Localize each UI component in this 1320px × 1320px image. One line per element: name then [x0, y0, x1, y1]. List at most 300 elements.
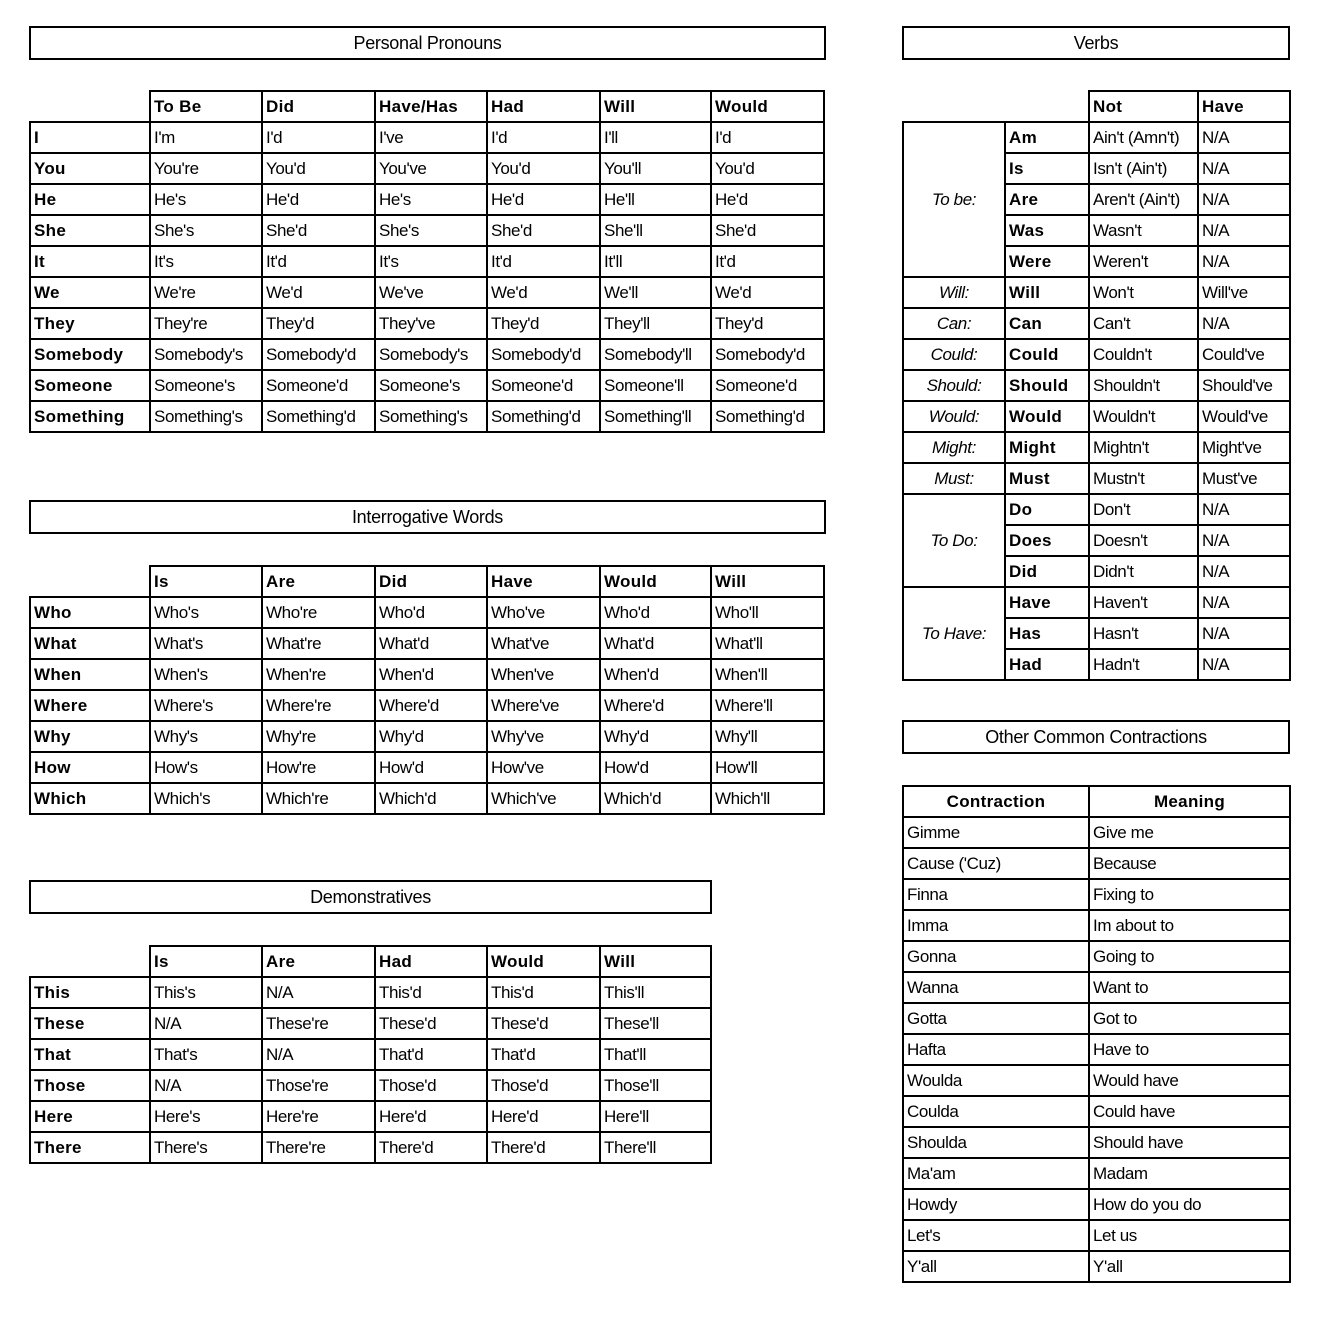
- table-cell: They'd: [487, 308, 600, 339]
- table-cell: Who'd: [600, 597, 711, 628]
- contraction-cell: Woulda: [903, 1065, 1089, 1096]
- meaning-cell: Got to: [1089, 1003, 1290, 1034]
- table-cell: When'll: [711, 659, 824, 690]
- have-contraction: N/A: [1198, 308, 1290, 339]
- verb-group-label: To Do:: [903, 494, 1005, 587]
- verb-group-label: To Have:: [903, 587, 1005, 680]
- verb-form: Should: [1005, 370, 1089, 401]
- table-cell: Here'd: [375, 1101, 487, 1132]
- table-row: [30, 215, 824, 246]
- header-row: [903, 91, 1290, 122]
- column-header: To Be: [150, 91, 262, 122]
- meaning-cell: Y'all: [1089, 1251, 1290, 1282]
- contraction-cell: Gonna: [903, 941, 1089, 972]
- table-cell: She's: [375, 215, 487, 246]
- table-cell: Who're: [262, 597, 375, 628]
- table-cell: I'm: [150, 122, 262, 153]
- table-cell: Somebody's: [150, 339, 262, 370]
- have-contraction: N/A: [1198, 556, 1290, 587]
- table-row: [903, 941, 1290, 972]
- verb-form: Did: [1005, 556, 1089, 587]
- table-row: [903, 122, 1290, 153]
- table-row: [903, 1034, 1290, 1065]
- meaning-cell: Fixing to: [1089, 879, 1290, 910]
- negative-contraction: Won't: [1089, 277, 1198, 308]
- table-cell: That'd: [375, 1039, 487, 1070]
- demonstratives-title: Demonstratives: [29, 880, 712, 914]
- table-cell: Something'd: [262, 401, 375, 432]
- row-label: This: [30, 977, 150, 1008]
- verb-form: Does: [1005, 525, 1089, 556]
- table-cell: Which've: [487, 783, 600, 814]
- table-cell: Here'll: [600, 1101, 711, 1132]
- corner-blank: [30, 946, 150, 977]
- table-cell: When're: [262, 659, 375, 690]
- have-contraction: N/A: [1198, 246, 1290, 277]
- verbs-title: Verbs: [902, 26, 1290, 60]
- table-cell: We'd: [262, 277, 375, 308]
- table-cell: They're: [150, 308, 262, 339]
- verb-form: Were: [1005, 246, 1089, 277]
- row-label: It: [30, 246, 150, 277]
- table-cell: There'll: [600, 1132, 711, 1163]
- table-row: [30, 370, 824, 401]
- table-row: [30, 659, 824, 690]
- table-cell: N/A: [262, 1039, 375, 1070]
- table-row: [30, 339, 824, 370]
- table-cell: Somebody'll: [600, 339, 711, 370]
- table-cell: Where'll: [711, 690, 824, 721]
- table-cell: I'd: [711, 122, 824, 153]
- row-label: We: [30, 277, 150, 308]
- table-cell: He'd: [711, 184, 824, 215]
- column-header: Contraction: [903, 786, 1089, 817]
- table-cell: How'd: [600, 752, 711, 783]
- table-cell: We'll: [600, 277, 711, 308]
- table-cell: What's: [150, 628, 262, 659]
- meaning-cell: Have to: [1089, 1034, 1290, 1065]
- table-cell: Something's: [375, 401, 487, 432]
- table-cell: Which'd: [375, 783, 487, 814]
- table-cell: There's: [150, 1132, 262, 1163]
- meaning-cell: Madam: [1089, 1158, 1290, 1189]
- negative-contraction: Can't: [1089, 308, 1198, 339]
- table-cell: Somebody's: [375, 339, 487, 370]
- have-contraction: N/A: [1198, 153, 1290, 184]
- table-cell: Something'd: [711, 401, 824, 432]
- table-row: [30, 184, 824, 215]
- contraction-cell: Ma'am: [903, 1158, 1089, 1189]
- table-row: [30, 1132, 711, 1163]
- table-cell: Where'd: [375, 690, 487, 721]
- verbs-table: [902, 90, 1291, 681]
- table-row: [30, 1039, 711, 1070]
- header-row: [903, 786, 1290, 817]
- table-cell: Something'll: [600, 401, 711, 432]
- table-cell: He's: [150, 184, 262, 215]
- table-cell: You've: [375, 153, 487, 184]
- table-cell: These'd: [375, 1008, 487, 1039]
- table-cell: They'll: [600, 308, 711, 339]
- table-cell: When've: [487, 659, 600, 690]
- table-cell: We've: [375, 277, 487, 308]
- table-cell: We'd: [487, 277, 600, 308]
- table-row: [30, 721, 824, 752]
- table-row: [30, 690, 824, 721]
- table-row: [30, 277, 824, 308]
- verb-form: Was: [1005, 215, 1089, 246]
- negative-contraction: Didn't: [1089, 556, 1198, 587]
- verb-group-label: To be:: [903, 122, 1005, 277]
- table-cell: This'll: [600, 977, 711, 1008]
- have-contraction: Would've: [1198, 401, 1290, 432]
- table-cell: She'll: [600, 215, 711, 246]
- table-cell: We'd: [711, 277, 824, 308]
- row-label: How: [30, 752, 150, 783]
- meaning-cell: Want to: [1089, 972, 1290, 1003]
- row-label: There: [30, 1132, 150, 1163]
- interrogative-words-title: Interrogative Words: [29, 500, 826, 534]
- row-label: Something: [30, 401, 150, 432]
- have-contraction: N/A: [1198, 215, 1290, 246]
- table-cell: Where're: [262, 690, 375, 721]
- negative-contraction: Shouldn't: [1089, 370, 1198, 401]
- header-row: [30, 566, 824, 597]
- table-row: [30, 1070, 711, 1101]
- table-cell: Here's: [150, 1101, 262, 1132]
- table-cell: He'll: [600, 184, 711, 215]
- table-cell: Somebody'd: [487, 339, 600, 370]
- table-row: [30, 977, 711, 1008]
- negative-contraction: Weren't: [1089, 246, 1198, 277]
- contraction-cell: Hafta: [903, 1034, 1089, 1065]
- contraction-cell: Cause ('Cuz): [903, 848, 1089, 879]
- corner-blank: [903, 91, 1005, 122]
- have-contraction: Should've: [1198, 370, 1290, 401]
- table-cell: How've: [487, 752, 600, 783]
- negative-contraction: Hasn't: [1089, 618, 1198, 649]
- table-row: [30, 1101, 711, 1132]
- interrogative-words-table: [29, 565, 825, 815]
- column-header: Would: [711, 91, 824, 122]
- table-cell: You'd: [487, 153, 600, 184]
- contraction-cell: Howdy: [903, 1189, 1089, 1220]
- table-cell: What'd: [375, 628, 487, 659]
- table-row: [903, 817, 1290, 848]
- column-header: Is: [150, 946, 262, 977]
- verb-form: Would: [1005, 401, 1089, 432]
- table-row: [903, 1189, 1290, 1220]
- table-row: [30, 783, 824, 814]
- negative-contraction: Wasn't: [1089, 215, 1198, 246]
- row-label: What: [30, 628, 150, 659]
- verb-form: Had: [1005, 649, 1089, 680]
- table-cell: There'd: [375, 1132, 487, 1163]
- table-row: [30, 308, 824, 339]
- column-header: Did: [375, 566, 487, 597]
- table-cell: It's: [375, 246, 487, 277]
- negative-contraction: Couldn't: [1089, 339, 1198, 370]
- table-row: [903, 587, 1290, 618]
- table-cell: Those'll: [600, 1070, 711, 1101]
- have-contraction: Will've: [1198, 277, 1290, 308]
- negative-contraction: Mightn't: [1089, 432, 1198, 463]
- contraction-cell: Gimme: [903, 817, 1089, 848]
- table-cell: What've: [487, 628, 600, 659]
- contraction-cell: Let's: [903, 1220, 1089, 1251]
- meaning-cell: Going to: [1089, 941, 1290, 972]
- meaning-cell: Could have: [1089, 1096, 1290, 1127]
- table-cell: She'd: [711, 215, 824, 246]
- table-cell: What'll: [711, 628, 824, 659]
- table-cell: Someone'd: [262, 370, 375, 401]
- table-row: [903, 277, 1290, 308]
- table-row: [903, 432, 1290, 463]
- negative-contraction: Don't: [1089, 494, 1198, 525]
- table-row: [30, 246, 824, 277]
- have-contraction: N/A: [1198, 587, 1290, 618]
- table-cell: She'd: [487, 215, 600, 246]
- row-label: Those: [30, 1070, 150, 1101]
- table-row: [903, 910, 1290, 941]
- table-cell: What'd: [600, 628, 711, 659]
- column-header: Will: [711, 566, 824, 597]
- table-row: [903, 879, 1290, 910]
- table-cell: They've: [375, 308, 487, 339]
- row-label: Where: [30, 690, 150, 721]
- negative-contraction: Wouldn't: [1089, 401, 1198, 432]
- column-header: Had: [487, 91, 600, 122]
- verb-form: Have: [1005, 587, 1089, 618]
- table-cell: How's: [150, 752, 262, 783]
- table-row: [903, 401, 1290, 432]
- table-row: [30, 1008, 711, 1039]
- contraction-cell: Wanna: [903, 972, 1089, 1003]
- table-cell: How're: [262, 752, 375, 783]
- verb-form: Could: [1005, 339, 1089, 370]
- table-row: [30, 401, 824, 432]
- negative-contraction: Hadn't: [1089, 649, 1198, 680]
- table-row: [903, 494, 1290, 525]
- table-cell: Why're: [262, 721, 375, 752]
- verb-form: Is: [1005, 153, 1089, 184]
- table-row: [30, 597, 824, 628]
- have-contraction: Might've: [1198, 432, 1290, 463]
- table-cell: They'd: [262, 308, 375, 339]
- table-cell: What're: [262, 628, 375, 659]
- table-cell: These'd: [487, 1008, 600, 1039]
- table-row: [30, 752, 824, 783]
- table-cell: Someone'd: [487, 370, 600, 401]
- row-label: You: [30, 153, 150, 184]
- have-contraction: N/A: [1198, 525, 1290, 556]
- table-cell: These'll: [600, 1008, 711, 1039]
- table-cell: Someone's: [375, 370, 487, 401]
- table-cell: That'd: [487, 1039, 600, 1070]
- table-cell: He'd: [262, 184, 375, 215]
- meaning-cell: Because: [1089, 848, 1290, 879]
- table-cell: Why've: [487, 721, 600, 752]
- table-cell: Why'd: [375, 721, 487, 752]
- have-contraction: Must've: [1198, 463, 1290, 494]
- table-cell: Who've: [487, 597, 600, 628]
- table-cell: Why's: [150, 721, 262, 752]
- table-cell: These're: [262, 1008, 375, 1039]
- table-cell: Why'll: [711, 721, 824, 752]
- row-label: When: [30, 659, 150, 690]
- table-cell: You're: [150, 153, 262, 184]
- table-cell: Which's: [150, 783, 262, 814]
- have-contraction: N/A: [1198, 649, 1290, 680]
- table-cell: That'll: [600, 1039, 711, 1070]
- table-cell: Something's: [150, 401, 262, 432]
- table-row: [903, 1220, 1290, 1251]
- column-header: Have/Has: [375, 91, 487, 122]
- table-cell: She'd: [262, 215, 375, 246]
- table-cell: Somebody'd: [711, 339, 824, 370]
- table-cell: Here'd: [487, 1101, 600, 1132]
- negative-contraction: Isn't (Ain't): [1089, 153, 1198, 184]
- negative-contraction: Mustn't: [1089, 463, 1198, 494]
- table-row: [903, 1003, 1290, 1034]
- table-cell: Which'll: [711, 783, 824, 814]
- negative-contraction: Aren't (Ain't): [1089, 184, 1198, 215]
- meaning-cell: Let us: [1089, 1220, 1290, 1251]
- table-cell: I'd: [262, 122, 375, 153]
- demonstratives-table: [29, 945, 712, 1164]
- have-contraction: Could've: [1198, 339, 1290, 370]
- row-label: Someone: [30, 370, 150, 401]
- contraction-cell: Coulda: [903, 1096, 1089, 1127]
- table-cell: It'd: [262, 246, 375, 277]
- table-cell: N/A: [262, 977, 375, 1008]
- column-header: Did: [262, 91, 375, 122]
- table-cell: You'd: [262, 153, 375, 184]
- table-cell: N/A: [150, 1070, 262, 1101]
- table-cell: Which'd: [600, 783, 711, 814]
- row-label: He: [30, 184, 150, 215]
- column-header: Had: [375, 946, 487, 977]
- verb-form: Can: [1005, 308, 1089, 339]
- negative-contraction: Doesn't: [1089, 525, 1198, 556]
- table-cell: Somebody'd: [262, 339, 375, 370]
- column-header: Are: [262, 946, 375, 977]
- column-header: Is: [150, 566, 262, 597]
- verb-form: Has: [1005, 618, 1089, 649]
- other-contractions-title: Other Common Contractions: [902, 720, 1290, 754]
- verb-group-label: Will:: [903, 277, 1005, 308]
- table-cell: When'd: [375, 659, 487, 690]
- column-header: Meaning: [1089, 786, 1290, 817]
- meaning-cell: Would have: [1089, 1065, 1290, 1096]
- verb-group-label: Could:: [903, 339, 1005, 370]
- row-label: Here: [30, 1101, 150, 1132]
- contraction-cell: Finna: [903, 879, 1089, 910]
- table-cell: We're: [150, 277, 262, 308]
- personal-pronouns-title: Personal Pronouns: [29, 26, 826, 60]
- have-contraction: N/A: [1198, 494, 1290, 525]
- verb-form: Must: [1005, 463, 1089, 494]
- table-row: [903, 1096, 1290, 1127]
- column-header: Are: [262, 566, 375, 597]
- table-cell: It's: [150, 246, 262, 277]
- have-contraction: N/A: [1198, 618, 1290, 649]
- table-cell: I'd: [487, 122, 600, 153]
- table-row: [30, 122, 824, 153]
- table-cell: Someone'd: [711, 370, 824, 401]
- verb-form: Are: [1005, 184, 1089, 215]
- contraction-cell: Y'all: [903, 1251, 1089, 1282]
- table-cell: Those'd: [375, 1070, 487, 1101]
- table-row: [903, 1127, 1290, 1158]
- table-cell: This'd: [375, 977, 487, 1008]
- table-cell: He'd: [487, 184, 600, 215]
- row-label: That: [30, 1039, 150, 1070]
- table-cell: It'd: [487, 246, 600, 277]
- row-label: I: [30, 122, 150, 153]
- negative-contraction: Haven't: [1089, 587, 1198, 618]
- verb-group-label: Should:: [903, 370, 1005, 401]
- have-contraction: N/A: [1198, 122, 1290, 153]
- table-cell: I'll: [600, 122, 711, 153]
- contraction-cell: Imma: [903, 910, 1089, 941]
- personal-pronouns-table: [29, 90, 825, 433]
- meaning-cell: Im about to: [1089, 910, 1290, 941]
- table-cell: Those'd: [487, 1070, 600, 1101]
- table-cell: I've: [375, 122, 487, 153]
- verb-group-label: Might:: [903, 432, 1005, 463]
- table-cell: Where've: [487, 690, 600, 721]
- table-row: [903, 1065, 1290, 1096]
- table-cell: Something'd: [487, 401, 600, 432]
- verb-form: Will: [1005, 277, 1089, 308]
- row-label: She: [30, 215, 150, 246]
- negative-contraction: Ain't (Amn't): [1089, 122, 1198, 153]
- table-cell: Who'd: [375, 597, 487, 628]
- meaning-cell: Should have: [1089, 1127, 1290, 1158]
- table-cell: This's: [150, 977, 262, 1008]
- table-row: [30, 628, 824, 659]
- table-cell: Who's: [150, 597, 262, 628]
- table-cell: There're: [262, 1132, 375, 1163]
- corner-blank: [30, 91, 150, 122]
- have-contraction: N/A: [1198, 184, 1290, 215]
- table-cell: It'd: [711, 246, 824, 277]
- verb-form: Am: [1005, 122, 1089, 153]
- table-cell: Who'll: [711, 597, 824, 628]
- table-cell: When's: [150, 659, 262, 690]
- corner-blank: [1005, 91, 1089, 122]
- table-cell: Someone'll: [600, 370, 711, 401]
- table-cell: When'd: [600, 659, 711, 690]
- column-header: Have: [487, 566, 600, 597]
- row-label: They: [30, 308, 150, 339]
- table-cell: Where's: [150, 690, 262, 721]
- verb-group-label: Can:: [903, 308, 1005, 339]
- table-cell: Someone's: [150, 370, 262, 401]
- verb-group-label: Must:: [903, 463, 1005, 494]
- table-cell: There'd: [487, 1132, 600, 1163]
- table-cell: She's: [150, 215, 262, 246]
- table-cell: He's: [375, 184, 487, 215]
- meaning-cell: How do you do: [1089, 1189, 1290, 1220]
- table-row: [903, 308, 1290, 339]
- table-cell: Why'd: [600, 721, 711, 752]
- column-header: Would: [487, 946, 600, 977]
- table-cell: Which're: [262, 783, 375, 814]
- row-label: Which: [30, 783, 150, 814]
- table-row: [903, 370, 1290, 401]
